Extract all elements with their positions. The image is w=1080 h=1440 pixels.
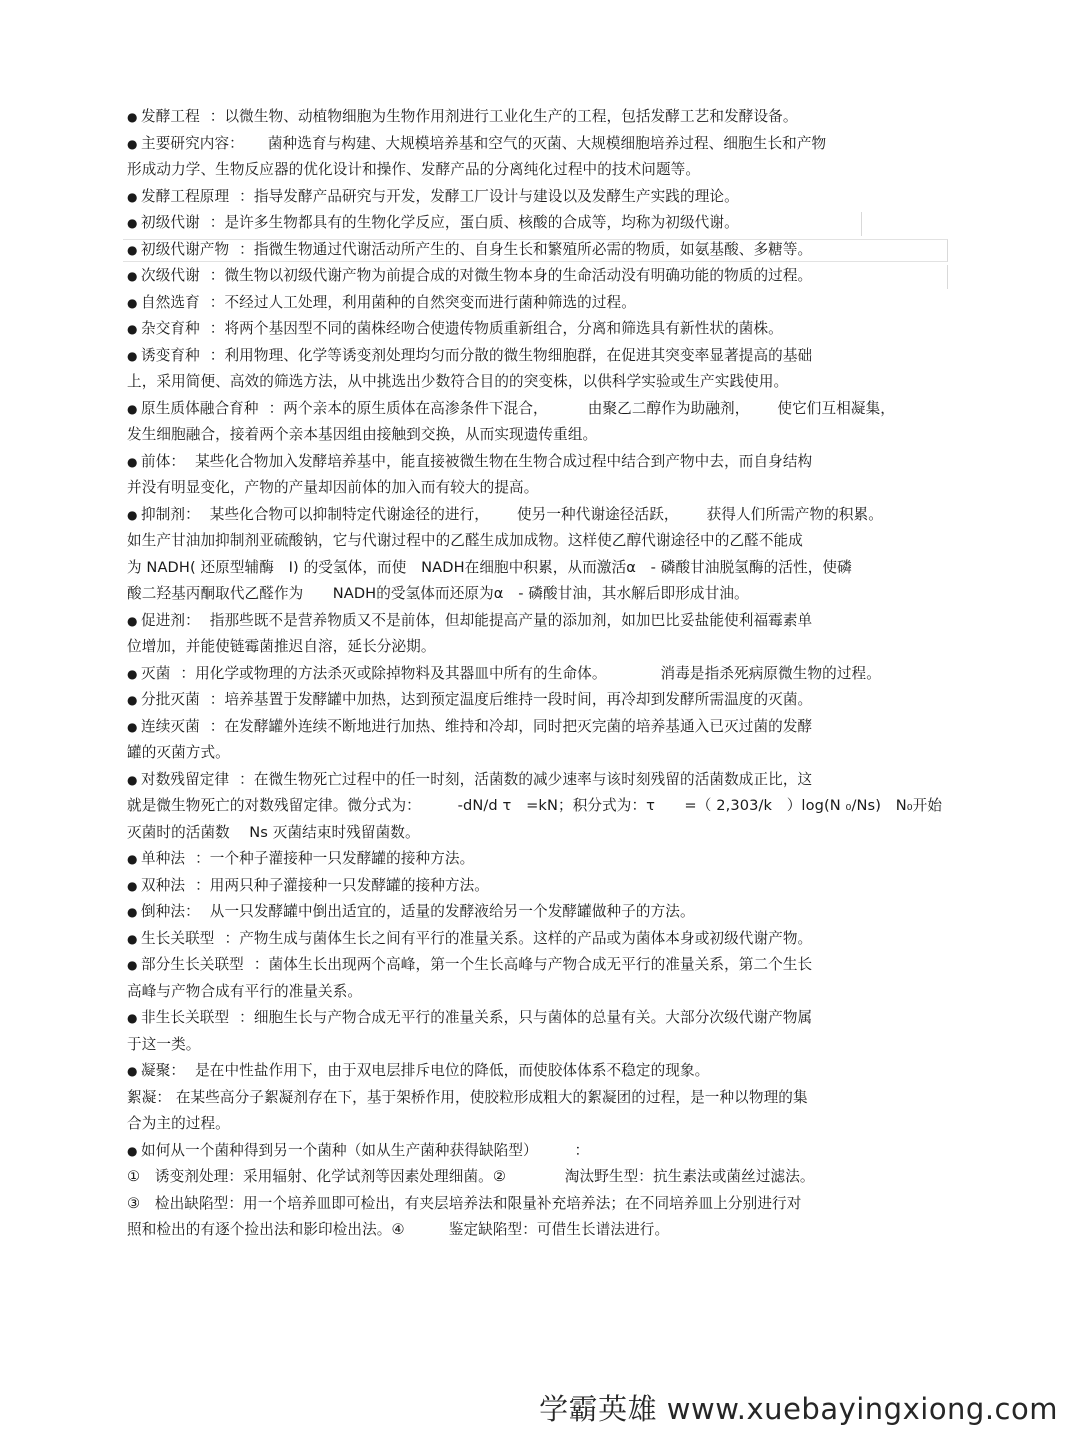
line-18: [127, 555, 957, 582]
bullet-icon: ●: [127, 1011, 138, 1025]
bullet-icon: ●: [127, 666, 138, 681]
term: 发酵工程: [141, 108, 200, 125]
definition-part-2: 由聚乙二醇作为助融剂，: [587, 399, 750, 417]
line-42: [127, 1191, 957, 1218]
separator: ：: [195, 876, 210, 894]
term: 倒种法：: [141, 903, 200, 920]
definition: 某些化合物加入发酵培养基中，能直接被微生物在生物合成过程中结合到产物中去，而自身结构: [195, 452, 813, 470]
bullet-icon: ●: [127, 719, 138, 734]
continuation-text: 合为主的过程。: [127, 1115, 230, 1132]
term: 连续灭菌: [141, 717, 200, 735]
bullet-icon: ●: [127, 322, 138, 336]
line-9: [127, 316, 957, 343]
definition: 某些化合物可以抑制特定代谢途径的进行，: [209, 505, 489, 523]
bullet-icon: ●: [127, 613, 138, 628]
line-33: [127, 952, 957, 979]
formula-text: 就是微生物死亡的对数残留定律。微分式为： -dN/d τ =kN；积分式为：τ =（ 2,303/k ）log(N ₀/Ns) N₀开始: [127, 797, 943, 814]
line-24: [127, 714, 957, 741]
method-step: ③ 检出缺陷型：用一个培养皿即可检出，有夹层培养法和限量补充培养法；在不同培养皿上分别进行对: [127, 1194, 802, 1212]
line-25: [127, 740, 957, 767]
term: 促进剂：: [141, 611, 200, 629]
definition: 一个种子灌接种一只发酵罐的接种方法。: [209, 850, 475, 867]
bullet-icon: ●: [127, 1064, 138, 1078]
line-14: [127, 449, 957, 476]
bullet-icon: ●: [127, 852, 138, 866]
line-41: [127, 1164, 957, 1191]
separator: ：: [268, 399, 284, 417]
term: 灭菌: [141, 664, 171, 682]
line-19: [127, 581, 957, 608]
definition: 培养基置于发酵罐中加热，达到预定温度后维持一段时间，再冷却到发酵所需温度的灭菌。: [224, 691, 813, 708]
definition: 指微生物通过代谢活动所产生的、自身生长和繁殖所必需的物质，如氨基酸、多糖等。: [253, 240, 813, 258]
definition: 指那些既不是营养物质又不是前体，但却能提高产量的添加剂，如加巴比妥盐能使利福霉素单: [209, 611, 813, 629]
continuation-text: 发生细胞融合，接着两个亲本基因组由接触到交换，从而实现遗传重组。: [127, 426, 598, 443]
continuation-text: 如生产甘油加抑制剂亚硫酸钠，它与代谢过程中的乙醛生成加成物。这样使乙醇代谢途径中的乙醛不能成: [127, 532, 803, 549]
definition: 从一只发酵罐中倒出适宜的，适量的发酵液给另一个发酵罐做种子的方法。: [209, 903, 695, 920]
bullet-icon: ●: [127, 507, 138, 522]
line-23: [127, 687, 957, 714]
line-37: [127, 1058, 957, 1085]
bullet-icon: ●: [127, 454, 138, 469]
line-15: [127, 475, 957, 502]
definition: 不经过人工处理，利用菌种的自然突变而进行菌种筛选的过程。: [224, 293, 636, 311]
line-3: [127, 157, 957, 184]
method-step: ① 诱变剂处理：采用辐射、化学试剂等因素处理细菌。② 淘汰野生型：抗生素法或菌丝过滤法。: [127, 1168, 815, 1185]
line-31: [127, 899, 957, 926]
continuation-text: 高峰与产物合成有平行的准量关系。: [127, 982, 363, 1000]
line-16: [127, 502, 957, 529]
term: 抑制剂：: [141, 505, 200, 523]
line-7: [127, 263, 957, 290]
definition: 两个亲本的原生质体在高渗条件下混合，: [283, 399, 548, 417]
definition-part-3: 使它们互相凝集，: [777, 399, 895, 417]
line-17: [127, 528, 957, 555]
separator: ：: [253, 956, 269, 973]
separator: ：: [195, 850, 210, 867]
line-13: [127, 422, 957, 449]
continuation-text: 上，采用简便、高效的筛选方法，从中挑选出少数符合目的的突变株，以供科学实验或生产实践使用。: [127, 373, 789, 390]
line-29: [127, 846, 957, 873]
question-colon: ：: [530, 1141, 590, 1159]
definition-part-2: 使另一种代谢途径活跃，: [516, 505, 679, 523]
line-6: [127, 237, 957, 264]
line-11: [127, 369, 957, 396]
separator: ：: [209, 346, 225, 364]
bullet-icon: ●: [127, 693, 138, 707]
separator: ：: [209, 214, 225, 231]
term: 杂交育种: [141, 320, 200, 337]
continuation-text: 位增加，并能使链霉菌推迟自溶，延长分泌期。: [127, 638, 436, 655]
bullet-icon: ●: [127, 189, 138, 204]
definition: 细胞生长与产物合成无平行的准量关系，只与菌体的总量有关。大部分次级代谢产物属: [253, 1009, 813, 1026]
continuation-text: 为 NADH( 还原型辅酶 I) 的受氢体，而使 NADH在细胞中积累，从而激活α - 磷酸甘油脱氢酶的活性，使磷: [127, 558, 852, 576]
line-21: [127, 634, 957, 661]
term: 前体：: [141, 452, 186, 470]
method-step: 照和检出的有逐个捡出法和影印检出法。④ 鉴定缺陷型：可借生长谱法进行。: [127, 1221, 670, 1238]
term: 发酵工程原理: [141, 187, 230, 205]
term: 初级代谢产物: [141, 240, 230, 258]
line-40: [127, 1138, 957, 1165]
definition: 将两个基因型不同的菌株经吻合使遗传物质重新组合，分离和筛选具有新性状的菌株。: [224, 320, 783, 337]
line-34: [127, 979, 957, 1006]
line-30: [127, 873, 957, 900]
bullet-icon: ●: [127, 878, 138, 893]
bullet-icon: ●: [127, 401, 138, 416]
line-10: [127, 343, 957, 370]
definition: 是许多生物都具有的生物化学反应，蛋白质、核酸的合成等，均称为初级代谢。: [224, 214, 739, 231]
term: 原生质体融合育种: [141, 399, 259, 417]
definition-part-2: 消毒是指杀死病原微生物的过程。: [660, 664, 881, 682]
line-36: [127, 1032, 957, 1059]
definition: 利用物理、化学等诱变剂处理均匀而分散的微生物细胞群，在促进其突变率显著提高的基础: [224, 346, 813, 364]
bullet-icon: ●: [127, 110, 138, 124]
watermark: 学霸英雄 www.xuebayingxiong.com: [539, 1392, 1058, 1426]
definition: 用两只种子灌接种一只发酵罐的接种方法。: [209, 876, 489, 894]
bullet-icon: ●: [127, 1143, 138, 1158]
separator: ：: [239, 770, 254, 788]
continuation-text: 罐的灭菌方式。: [127, 744, 230, 761]
line-1: [127, 104, 957, 131]
line-20: [127, 608, 957, 635]
line-22: [127, 661, 957, 688]
definition: 在发酵罐外连续不断地进行加热、维持和冷却，同时把灭完菌的培养基通入已灭过菌的发酵: [224, 717, 813, 735]
definition: 菌种选育与构建、大规模培养基和空气的灭菌、大规模细胞培养过程、细胞生长和产物: [267, 134, 827, 152]
term: 分批灭菌: [141, 691, 200, 708]
separator: ：: [209, 717, 225, 735]
line-35: [127, 1005, 957, 1032]
bullet-icon: ●: [127, 905, 138, 919]
line-38: [127, 1085, 957, 1112]
term: 主要研究内容：: [141, 134, 244, 152]
separator: ：: [209, 108, 225, 125]
term: 生长关联型: [141, 929, 215, 947]
line-2: [127, 131, 957, 158]
line-27: [127, 793, 957, 820]
line-5: [127, 210, 957, 237]
line-12: [127, 396, 957, 423]
bullet-icon: ●: [127, 295, 138, 310]
term: 次级代谢: [141, 267, 200, 284]
definition: 是在中性盐作用下，由于双电层排斥电位的降低，而使胶体体系不稳定的现象。: [195, 1062, 710, 1079]
definition: 微生物以初级代谢产物为前提合成的对微生物本身的生命活动没有明确功能的物质的过程。: [224, 267, 813, 284]
separator: ：: [209, 691, 225, 708]
continuation-text: 酸二羟基丙酮取代乙醛作为 NADH的受氢体而还原为α - 磷酸甘油，其水解后即形成甘油。: [127, 585, 749, 602]
separator: ：: [209, 267, 225, 284]
bullet-icon: ●: [127, 242, 138, 257]
term: 双种法: [141, 876, 186, 894]
term: 自然选育: [141, 293, 200, 311]
definition: 指导发酵产品研究与开发，发酵工厂设计与建设以及发酵生产实践的理论。: [253, 187, 739, 205]
bullet-icon: ●: [127, 348, 138, 363]
separator: ：: [209, 320, 225, 337]
bullet-icon: ●: [127, 931, 138, 946]
line-39: [127, 1111, 957, 1138]
definition: 产物生成与菌体生长之间有平行的准量关系。这样的产品或为菌体本身或初级代谢产物。: [239, 929, 813, 947]
separator: ：: [209, 293, 225, 311]
bullet-icon: ●: [127, 772, 138, 787]
question-text: 如何从一个菌种得到另一个菌种（如从生产菌种获得缺陷型）: [141, 1141, 531, 1159]
bullet-icon: ●: [127, 136, 138, 151]
term: 凝聚：: [141, 1062, 186, 1079]
term: 非生长关联型: [141, 1009, 230, 1026]
continuation-text: 形成动力学、生物反应器的优化设计和操作、发酵产品的分离纯化过程中的技术问题等。: [127, 161, 701, 178]
term: 部分生长关联型: [141, 956, 244, 973]
separator: ：: [239, 187, 254, 205]
line-26: [127, 767, 957, 794]
line-32: [127, 926, 957, 953]
definition-part-3: 获得人们所需产物的积累。: [706, 505, 883, 523]
separator: ：: [180, 664, 196, 682]
continuation-text: 灭菌时的活菌数 Ns 灭菌结束时残留菌数。: [127, 823, 420, 841]
line-4: [127, 184, 957, 211]
separator: ：: [239, 1009, 254, 1026]
definition: 以微生物、动植物细胞为生物作用剂进行工业化生产的工程，包括发酵工艺和发酵设备。: [224, 108, 798, 125]
document-body: [127, 104, 957, 1244]
bullet-icon: ●: [127, 958, 138, 972]
continuation-text: 絮凝： 在某些高分子絮凝剂存在下，基于架桥作用，使胶粒形成粗大的絮凝团的过程，是一种以物理的集: [127, 1088, 808, 1106]
bullet-icon: ●: [127, 216, 138, 230]
line-8: [127, 290, 957, 317]
bullet-icon: ●: [127, 269, 138, 283]
term: 单种法: [141, 850, 186, 867]
term: 诱变育种: [141, 346, 200, 364]
term: 对数残留定律: [141, 770, 230, 788]
separator: ：: [239, 240, 254, 258]
separator: ：: [224, 929, 240, 947]
line-43: [127, 1217, 957, 1244]
definition: 用化学或物理的方法杀灭或除掉物料及其器皿中所有的生命体。: [195, 664, 607, 682]
continuation-text: 于这一类。: [127, 1035, 201, 1053]
definition: 在微生物死亡过程中的任一时刻，活菌数的减少速率与该时刻残留的活菌数成正比，这: [253, 770, 813, 788]
continuation-text: 并没有明显变化，产物的产量却因前体的加入而有较大的提高。: [127, 479, 539, 496]
line-28: [127, 820, 957, 847]
definition: 菌体生长出现两个高峰，第一个生长高峰与产物合成无平行的准量关系，第二个生长: [268, 956, 813, 973]
term: 初级代谢: [141, 214, 200, 231]
